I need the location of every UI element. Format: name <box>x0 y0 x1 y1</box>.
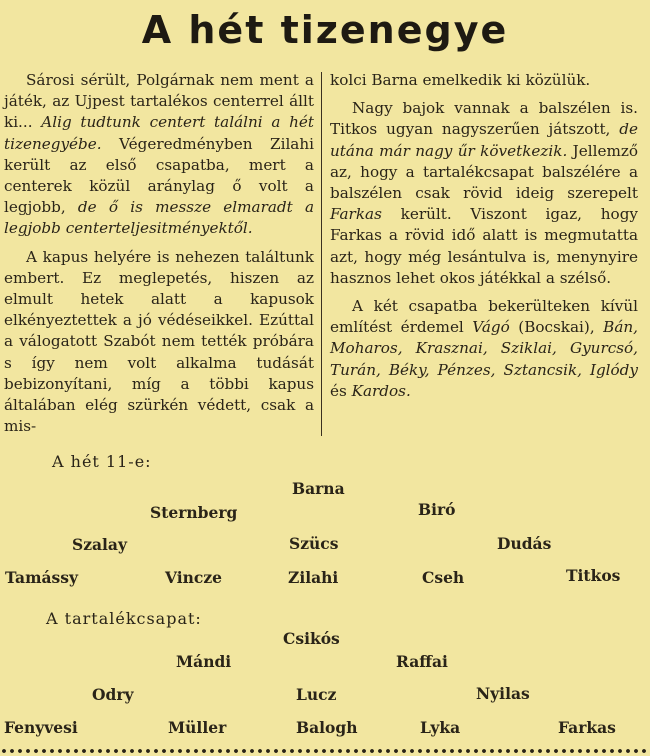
team2-half: Nyilas <box>476 684 530 703</box>
headline: A hét tizenegye <box>141 8 509 52</box>
team1-goalkeeper: Barna <box>292 479 345 498</box>
team2-back: Mándi <box>176 652 232 671</box>
body-text: (Bocskai), <box>509 318 604 337</box>
team1-forward: Zilahi <box>288 568 339 587</box>
column-divider <box>321 72 322 436</box>
body-text: Jellemző az, hogy a tartalékcsapat balszélére a balszélen csak rövid ideig szerepelt <box>330 141 638 203</box>
team2-forward: Balogh <box>296 718 358 737</box>
emphasis-text: Vágó <box>472 318 510 337</box>
emphasis-text: Kardos. <box>351 381 411 400</box>
body-text: A két csapatba bekerülteken kívül említést érdemel <box>330 297 638 337</box>
team1-forward: Cseh <box>422 568 465 587</box>
body-text: és <box>330 381 352 400</box>
article-paragraph <box>4 247 314 438</box>
team2-forward: Lyka <box>420 718 461 737</box>
article-paragraph <box>330 70 638 91</box>
emphasis-text: Farkas <box>330 205 382 224</box>
team2-forward: Fenyvesi <box>4 718 78 737</box>
team1-heading: A hét 11-e: <box>52 452 152 471</box>
team1-back: Biró <box>418 500 456 519</box>
emphasis-text: de ő is messze elmaradt a legjobb centerteljesitményektől. <box>4 198 314 238</box>
body-text: Végeredményben Zilahi került az első csapatba, mert a centerek közül aránylag ő volt a legjobb, <box>4 134 314 217</box>
emphasis-text: Bán, Moharos, Krasznai, Sziklai, Gyurcsó, Turán, Béky, Pénzes, Sztancsik, Iglódy <box>330 318 638 379</box>
team1-half: Szalay <box>72 535 127 554</box>
team1-forward: Titkos <box>566 566 621 585</box>
team2-forward: Farkas <box>558 718 616 737</box>
emphasis-text: Alig tudtunk centert találni a hét tizenegyébe. <box>4 113 315 153</box>
team2-heading: A tartalékcsapat: <box>46 609 202 628</box>
body-text: Sárosi sérült, Polgárnak nem ment a játék, az Ujpest tartalékos centerrel állt ki... <box>4 71 314 132</box>
team1-forward: Tamássy <box>5 568 78 587</box>
team2-back: Raffai <box>396 652 448 671</box>
team1-forward: Vincze <box>165 568 223 587</box>
team1-back: Sternberg <box>150 503 238 522</box>
team1-half: Szücs <box>289 534 339 553</box>
body-text: Nagy bajok vannak a balszélen is. Titkos ugyan nagyszerűen játszott, <box>330 99 638 139</box>
emphasis-text: de utána már nagy űr következik. <box>330 120 638 160</box>
article-paragraph <box>330 98 638 289</box>
team2-half: Odry <box>92 685 134 704</box>
body-text: A kapus helyére is nehezen találtunk embert. Ez meglepetés, hiszen az elmult hetek alatt a kapusok elkényeztettek a jó védéseikkel. Ezúttal a válogatott Szabót nem tették próbára s így nem volt alkalma tudását bebizonyítani, míg a többi kapus általában elég szürkén védett, csak a mis- <box>4 247 314 436</box>
bottom-border <box>0 748 650 754</box>
body-text: kolci Barna emelkedik ki közülük. <box>330 71 591 89</box>
team2-forward: Müller <box>168 718 227 737</box>
team2-half: Lucz <box>296 685 337 704</box>
article-left-column <box>4 70 314 437</box>
body-text: került. Viszont igaz, hogy Farkas a rövid idő alatt is megmutatta azt, hogy még lesántulva is, menynyire hasznos lehet okos játékkal a szélső. <box>330 205 638 287</box>
team2-goalkeeper: Csikós <box>283 629 340 648</box>
article-paragraph <box>330 296 638 402</box>
article-right-column <box>330 70 638 402</box>
team1-half: Dudás <box>497 534 552 553</box>
article-paragraph <box>4 70 314 240</box>
